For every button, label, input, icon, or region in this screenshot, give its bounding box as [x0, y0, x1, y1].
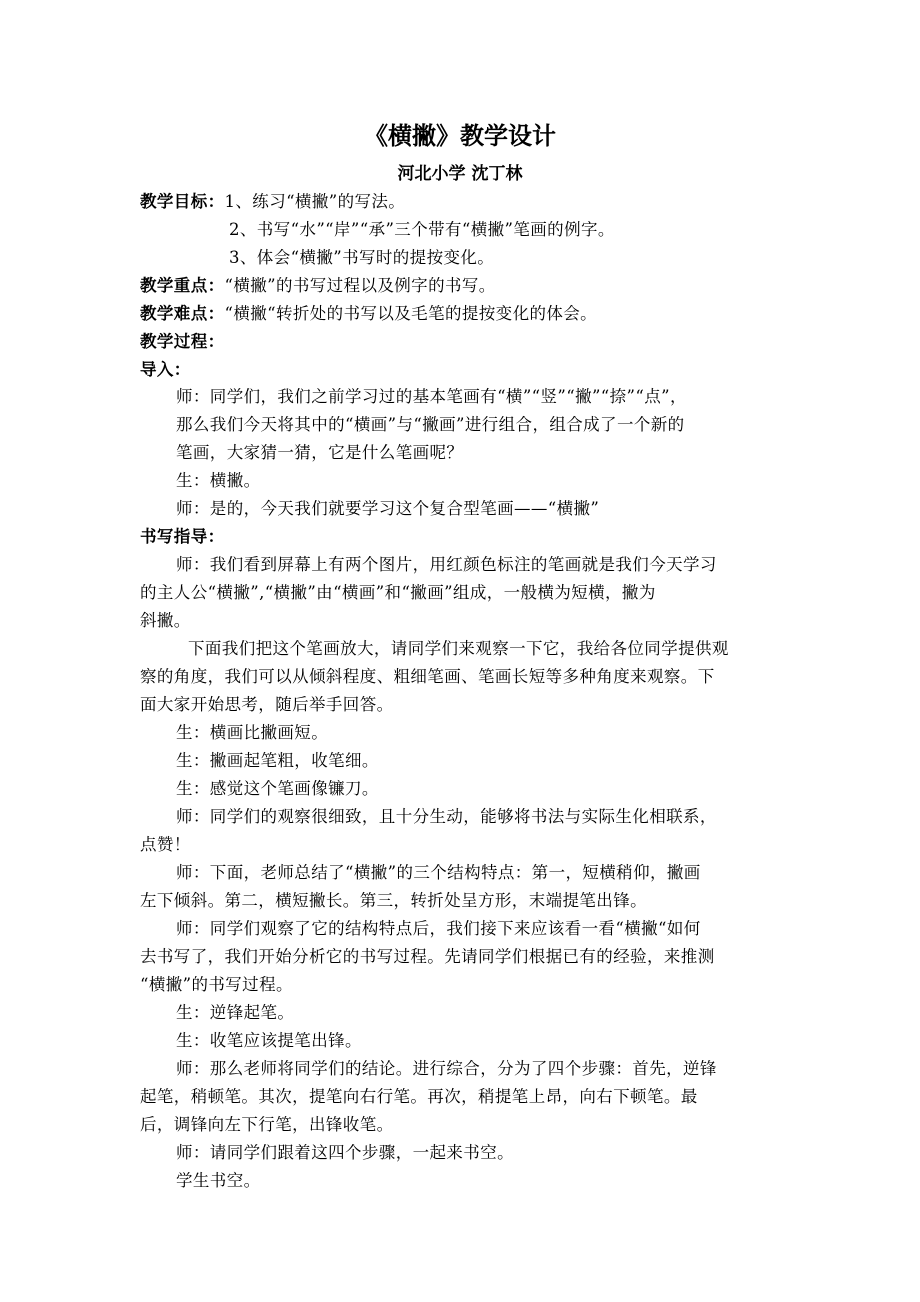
intro-heading: 导入：	[140, 360, 191, 379]
key-point-row	[140, 276, 496, 296]
guidance-line: 察的角度，我们可以从倾斜程度、粗细笔画、笔画长短等多种角度来观察。下	[140, 667, 715, 686]
intro-line: 师：是的，今天我们就要学习这个复合型笔画——“横撇”	[176, 499, 600, 518]
intro-line: 生：横撇。	[176, 471, 261, 490]
guidance-line: 师：那么老师将同学们的结论。进行综合，分为了四个步骤：首先，逆锋	[176, 1059, 717, 1078]
difficulty-row	[140, 304, 597, 324]
difficulty-text: “横撇“转折处的书写以及毛笔的提按变化的体会。	[224, 304, 598, 323]
objectives-label: 教学目标：	[140, 192, 225, 211]
guidance-line: 学生书空。	[176, 1171, 261, 1190]
guidance-line: 生：逆锋起笔。	[176, 1003, 295, 1022]
guidance-line: 后，调锋向左下行笔，出锋收笔。	[140, 1115, 394, 1134]
guidance-line: 左下倾斜。第二，横短撇长。第三，转折处呈方形，末端提笔出锋。	[140, 891, 647, 910]
key-point-text: “横撇”的书写过程以及例字的书写。	[224, 276, 496, 295]
objective-item: 1、练习“横撇”的写法。	[224, 192, 406, 211]
objective-item: 3、体会“横撇”书写时的提按变化。	[229, 248, 495, 267]
guidance-line: 师：我们看到屏幕上有两个图片，用红颜色标注的笔画就是我们今天学习	[176, 555, 717, 574]
intro-line: 笔画，大家猜一猜，它是什么笔画呢？	[176, 443, 464, 462]
guidance-line: 面大家开始思考，随后举手回答。	[140, 695, 394, 714]
guidance-line: 师：同学们观察了它的结构特点后，我们接下来应该看一看“横撇“如何	[176, 919, 701, 938]
guidance-line: 生：感觉这个笔画像镰刀。	[176, 779, 379, 798]
guidance-line: 生：横画比撇画短。	[176, 723, 329, 742]
intro-line: 师：同学们，我们之前学习过的基本笔画有“横”“竖”“撇”“捺”“点”，	[176, 387, 687, 406]
guidance-line: 点赞！	[140, 835, 191, 854]
document-author: 河北小学 沈丁林	[397, 164, 523, 184]
guidance-line: “横撇”的书写过程。	[140, 975, 293, 994]
guidance-line: 师：同学们的观察很细致，且十分生动，能够将书法与实际生化相联系，	[176, 807, 717, 826]
guidance-line: 斜撇。	[140, 611, 191, 630]
guidance-line: 生：撇画起笔粗，收笔细。	[176, 751, 379, 770]
guidance-line: 的主人公“横撇”,“横撇”由“横画”和“撇画”组成，一般横为短横，撇为	[140, 583, 656, 602]
intro-line: 那么我们今天将其中的“横画”与“撇画”进行组合，组合成了一个新的	[176, 415, 685, 434]
process-heading: 教学过程：	[140, 332, 225, 351]
guidance-line: 起笔，稍顿笔。其次，提笔向右行笔。再次，稍提笔上昂，向右下顿笔。最	[140, 1087, 698, 1106]
objective-item: 2、书写“水”“岸”“承”三个带有“横撇”笔画的例字。	[229, 220, 615, 239]
guidance-line: 师：请同学们跟着这四个步骤，一起来书空。	[176, 1143, 514, 1162]
key-point-label: 教学重点：	[140, 276, 225, 295]
guidance-heading: 书写指导：	[140, 527, 225, 546]
objectives-row-1	[140, 192, 405, 212]
guidance-line: 师：下面，老师总结了“横撇”的三个结构特点：第一，短横稍仰，撇画	[176, 863, 701, 882]
guidance-line: 下面我们把这个笔画放大，请同学们来观察一下它，我给各位同学提供观	[188, 639, 729, 658]
guidance-line: 生：收笔应该提笔出锋。	[176, 1031, 362, 1050]
document-title: 《横撇》教学设计	[364, 121, 556, 150]
difficulty-label: 教学难点：	[140, 304, 225, 323]
guidance-line: 去书写了，我们开始分析它的书写过程。先请同学们根据已有的经验，来推测	[140, 947, 715, 966]
